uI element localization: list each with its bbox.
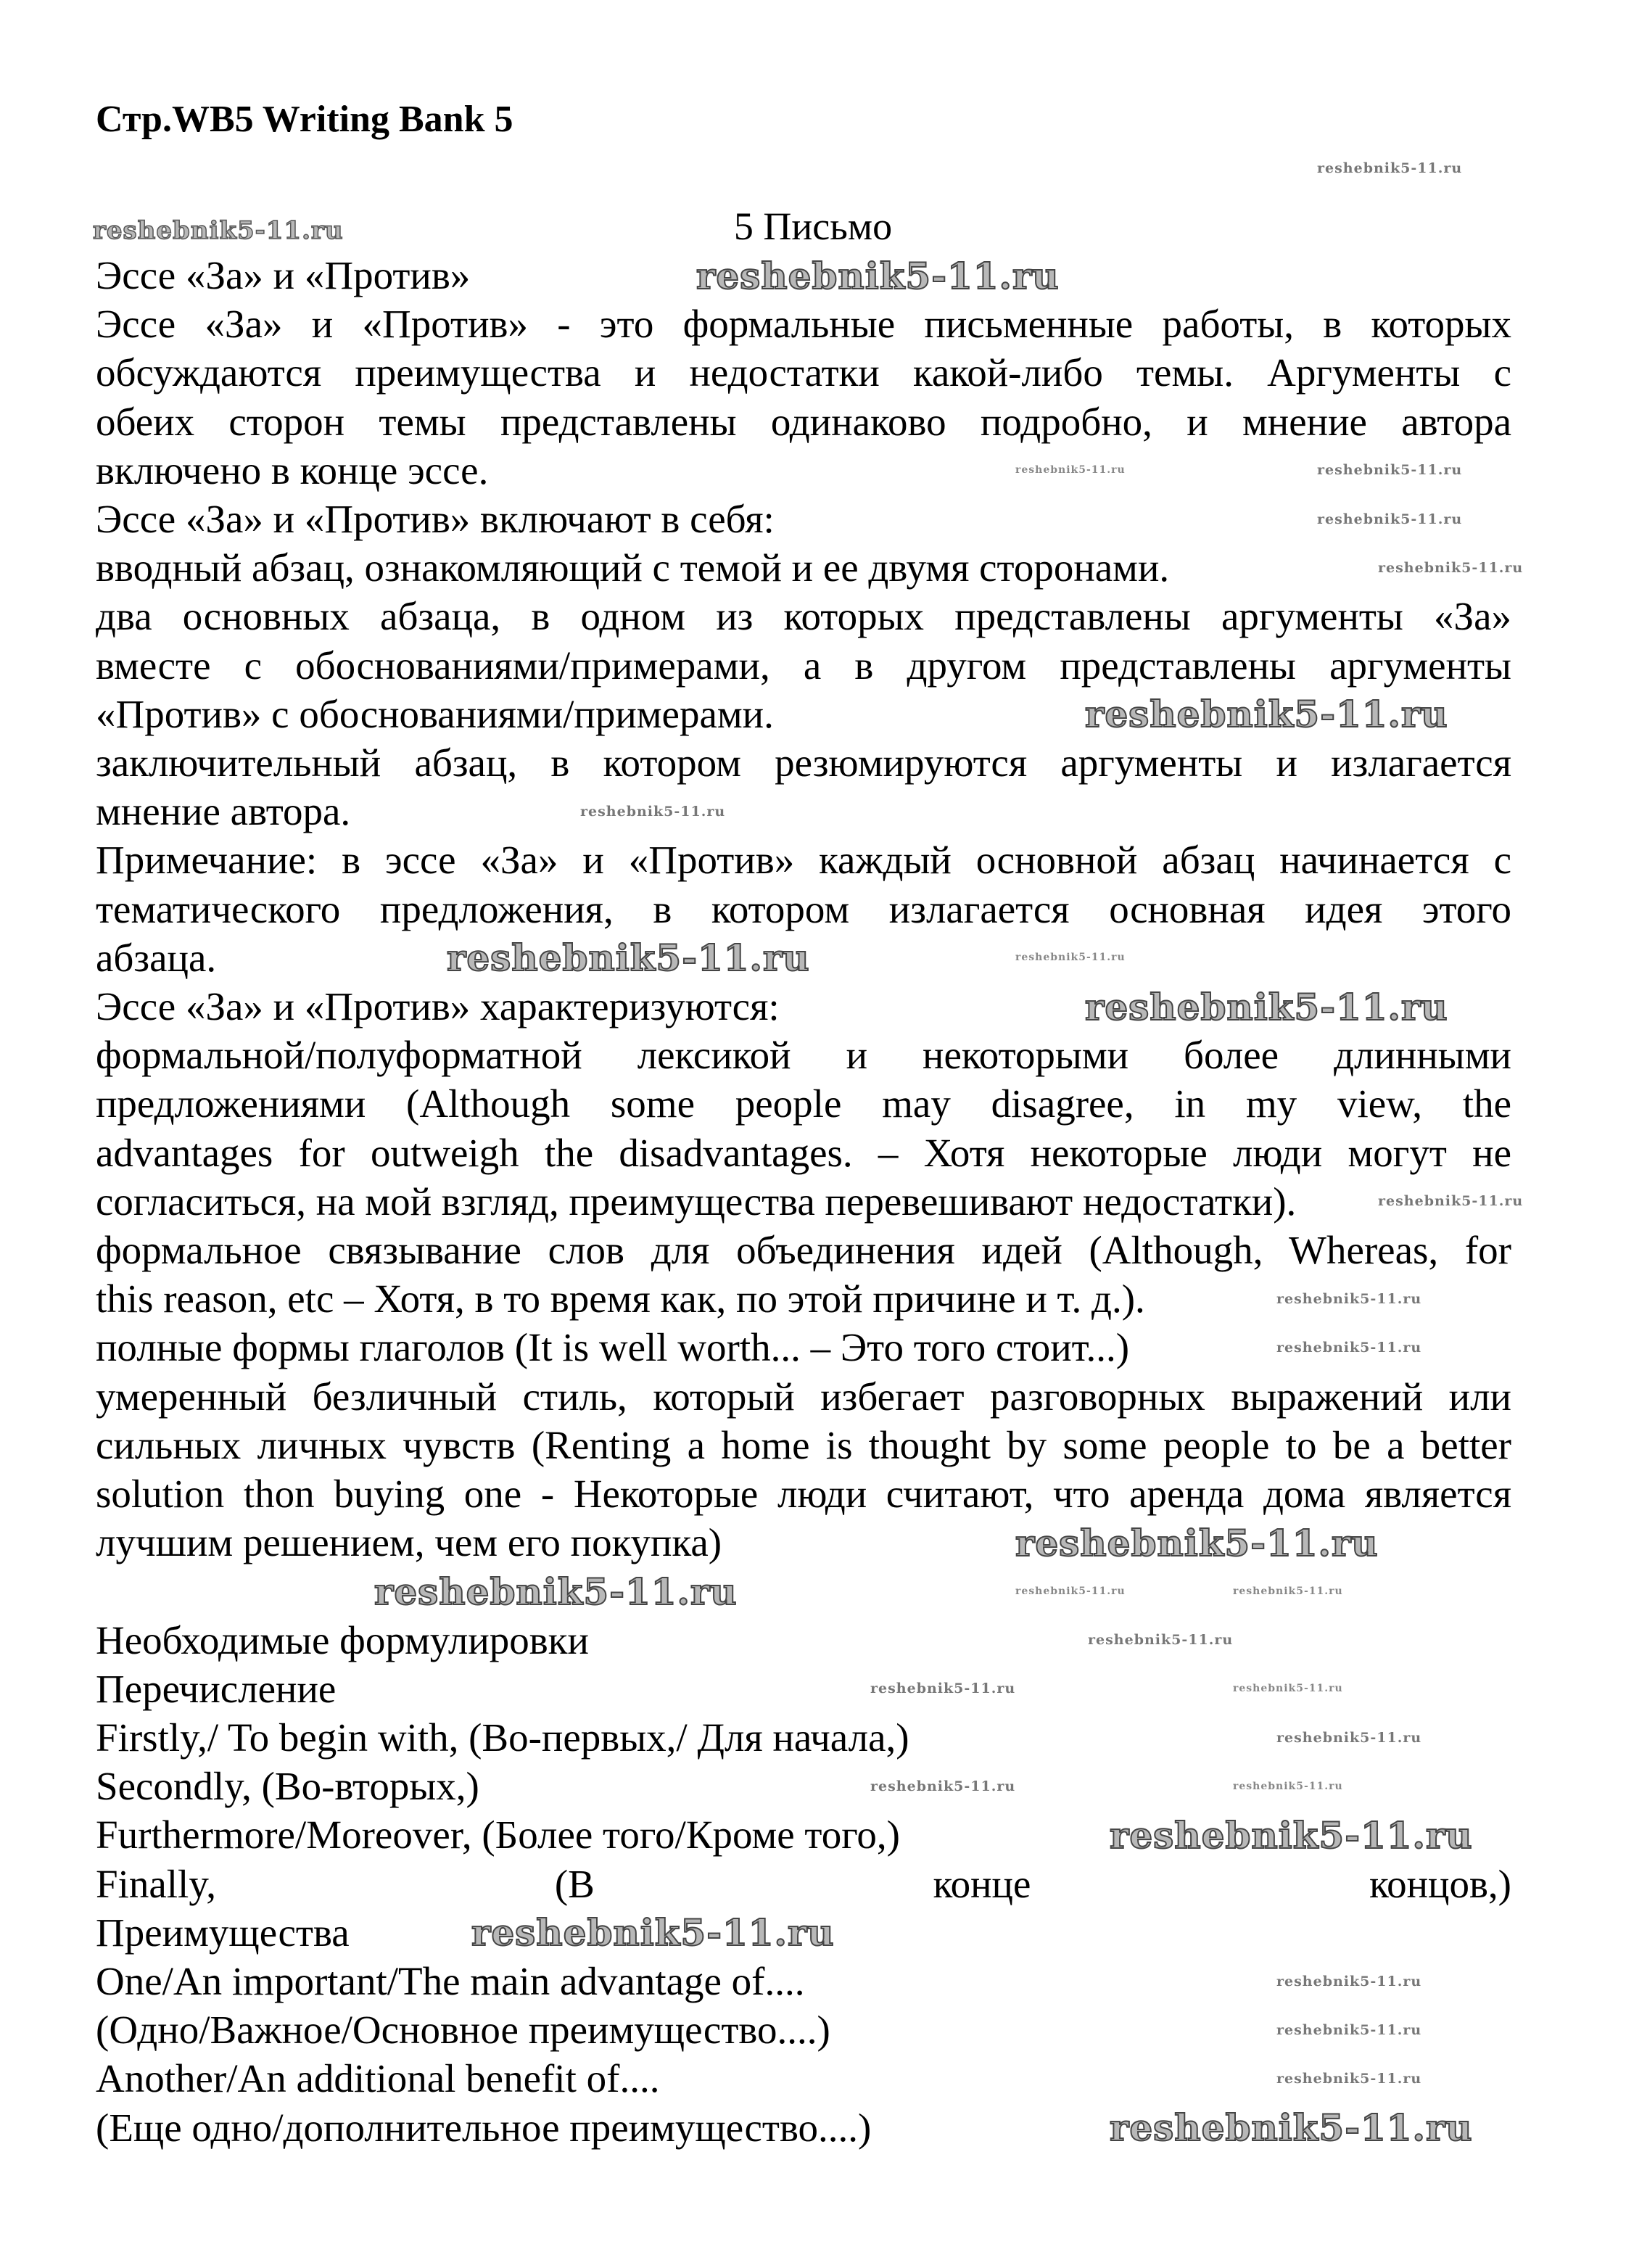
text-line [96, 1617, 1511, 1665]
watermark: reshebnik5-11.ru [1317, 511, 1463, 527]
text-line-content: Finally, (В конце концов,) [96, 1861, 1511, 1906]
text-line [96, 788, 1511, 836]
watermark: reshebnik5-11.ru [1276, 2070, 1422, 2087]
watermark: reshebnik5-11.ru [471, 1911, 835, 1955]
watermark: reshebnik5-11.ru [1233, 1683, 1343, 1695]
watermark: reshebnik5-11.ru [1233, 1780, 1343, 1792]
text-line [96, 886, 1511, 933]
watermark: reshebnik5-11.ru [1276, 1973, 1422, 1989]
text-line-content: Примечание: в эссе «За» и «Против» каждый основной абзац начинается с [96, 838, 1511, 883]
text-line [96, 1422, 1511, 1469]
text-line [96, 1226, 1511, 1274]
watermark: reshebnik5-11.ru [1276, 1290, 1422, 1307]
text-line-content: вводный абзац, ознакомляющий с темой и ее двумя сторонами. [96, 545, 1170, 590]
text-line-content: полные формы глаголов (It is well worth... – Это того стоит...) [96, 1325, 1130, 1370]
text-line [96, 1860, 1511, 1908]
watermark: reshebnik5-11.ru [1085, 985, 1448, 1028]
watermark: reshebnik5-11.ru [580, 803, 726, 820]
text-line-content: «Против» с обоснованиями/примерами. [96, 691, 774, 736]
text-line-content: Необходимые формулировки [96, 1617, 589, 1662]
watermark: reshebnik5-11.ru [1015, 1521, 1379, 1564]
text-line-content: заключительный абзац, в котором резюмируются аргументы и излагается [96, 741, 1511, 785]
section-heading: 5 Письмо [733, 205, 893, 248]
text-line-content: Эссе «За» и «Против» включают в себя: [96, 497, 775, 541]
watermark: reshebnik5-11.ru [374, 1570, 738, 1613]
text-line-content: два основных абзаца, в одном из которых представлены аргументы «За» [96, 594, 1511, 639]
text-line-content: обеих сторон темы представлены одинаково подробно, и мнение автора [96, 399, 1511, 444]
watermark: reshebnik5-11.ru [1378, 559, 1524, 576]
text-line [96, 1178, 1511, 1226]
text-line [96, 739, 1511, 787]
text-line [96, 1080, 1511, 1128]
text-line [96, 398, 1511, 446]
text-line-content: (Еще одно/дополнительное преимущество....) [96, 2105, 872, 2150]
text-line-content: solution thon buying one - Некоторые люди считают, что аренда дома является [96, 1472, 1511, 1516]
watermark: reshebnik5-11.ru [1015, 1585, 1126, 1597]
watermark: reshebnik5-11.ru [1317, 462, 1463, 479]
text-line [96, 1470, 1511, 1518]
text-line-content: формальное связывание слов для объединения идей (Although, Whereas, for [96, 1228, 1511, 1272]
text-line [96, 642, 1511, 690]
watermark: reshebnik5-11.ru [870, 1681, 1016, 1697]
text-line-content: сильных личных чувств (Renting a home is thought by some people to be a better [96, 1422, 1511, 1467]
text-line-content: умеренный безличный стиль, который избегает разговорных выражений или [96, 1374, 1511, 1419]
text-line-content: advantages for outweigh the disadvantages. – Хотя некоторые люди могут не [96, 1130, 1511, 1175]
watermark: reshebnik5-11.ru [1015, 952, 1126, 964]
text-line [96, 836, 1511, 884]
text-line-content: предложениями (Although some people may disagree, in my view, the [96, 1081, 1511, 1126]
text-line-content: абзаца. [96, 935, 217, 980]
text-line [96, 1373, 1511, 1421]
watermark: reshebnik5-11.ru [1276, 2021, 1422, 2038]
text-line-content: Firstly,/ To begin with, (Во-первых,/ Для начала,) [96, 1715, 909, 1760]
watermark: reshebnik5-11.ru [1110, 1813, 1473, 1857]
text-line-content: формальной/полуформатной лексикой и некоторыми более длинными [96, 1033, 1511, 1078]
text-line-content: Эссе «За» и «Против» - это формальные письменные работы, в которых [96, 302, 1511, 347]
text-line-content: Эссе «За» и «Против» характеризуются: [96, 984, 780, 1028]
text-line-content: Преимущества [96, 1910, 350, 1955]
text-line-content: Another/An additional benefit of.... [96, 2056, 660, 2101]
text-line-content: включено в конце эссе. [96, 448, 489, 492]
text-line [96, 1031, 1511, 1079]
text-line-content: Эссе «За» и «Против» [96, 253, 471, 297]
text-line [96, 300, 1511, 348]
text-line-content: Secondly, (Во-вторых,) [96, 1764, 479, 1809]
text-line-content: обсуждаются преимущества и недостатки какой-либо темы. Аргументы с [96, 350, 1511, 395]
watermark: reshebnik5-11.ru [1233, 1585, 1343, 1597]
watermark: reshebnik5-11.ru [696, 254, 1060, 297]
text-line-content: вместе с обоснованиями/примерами, а в другом представлены аргументы [96, 643, 1511, 688]
watermark: reshebnik5-11.ru [1276, 1339, 1422, 1356]
watermark: reshebnik5-11.ru [1378, 1193, 1524, 1210]
watermark: reshebnik5-11.ru [1085, 693, 1448, 736]
text-line-content: Furthermore/Moreover, (Более того/Кроме того,) [96, 1813, 900, 1857]
text-line [96, 447, 1511, 495]
watermark: reshebnik5-11.ru [870, 1778, 1016, 1794]
text-line-content: согласиться, на мой взгляд, преимущества перевешивают недостатки). [96, 1179, 1297, 1224]
watermark: reshebnik5-11.ru [1110, 2106, 1473, 2150]
watermark: reshebnik5-11.ru [1015, 464, 1126, 477]
page-title: Стр.WB5 Writing Bank 5 [96, 99, 513, 140]
text-line-content: тематического предложения, в котором излагается основная идея этого [96, 886, 1511, 931]
text-line [96, 349, 1511, 397]
text-line [96, 495, 1511, 543]
text-line [96, 544, 1511, 592]
text-line-content: лучшим решением, чем его покупка) [96, 1520, 722, 1565]
watermark: reshebnik5-11.ru [1276, 1729, 1422, 1746]
watermark: reshebnik5-11.ru [93, 216, 344, 245]
text-line-content: (Одно/Важное/Основное преимущество....) [96, 2008, 830, 2053]
watermark: reshebnik5-11.ru [1088, 1632, 1234, 1649]
text-line [96, 593, 1511, 640]
text-line-content: Перечисление [96, 1666, 337, 1711]
text-line-content: мнение автора. [96, 789, 351, 834]
watermark: reshebnik5-11.ru [447, 936, 810, 980]
watermark: reshebnik5-11.ru [1317, 160, 1463, 176]
text-line-content: this reason, etc – Хотя, в то время как, по этой причине и т. д.). [96, 1277, 1145, 1321]
text-line [96, 1129, 1511, 1177]
text-line-content: One/An important/The main advantage of.... [96, 1959, 805, 2003]
